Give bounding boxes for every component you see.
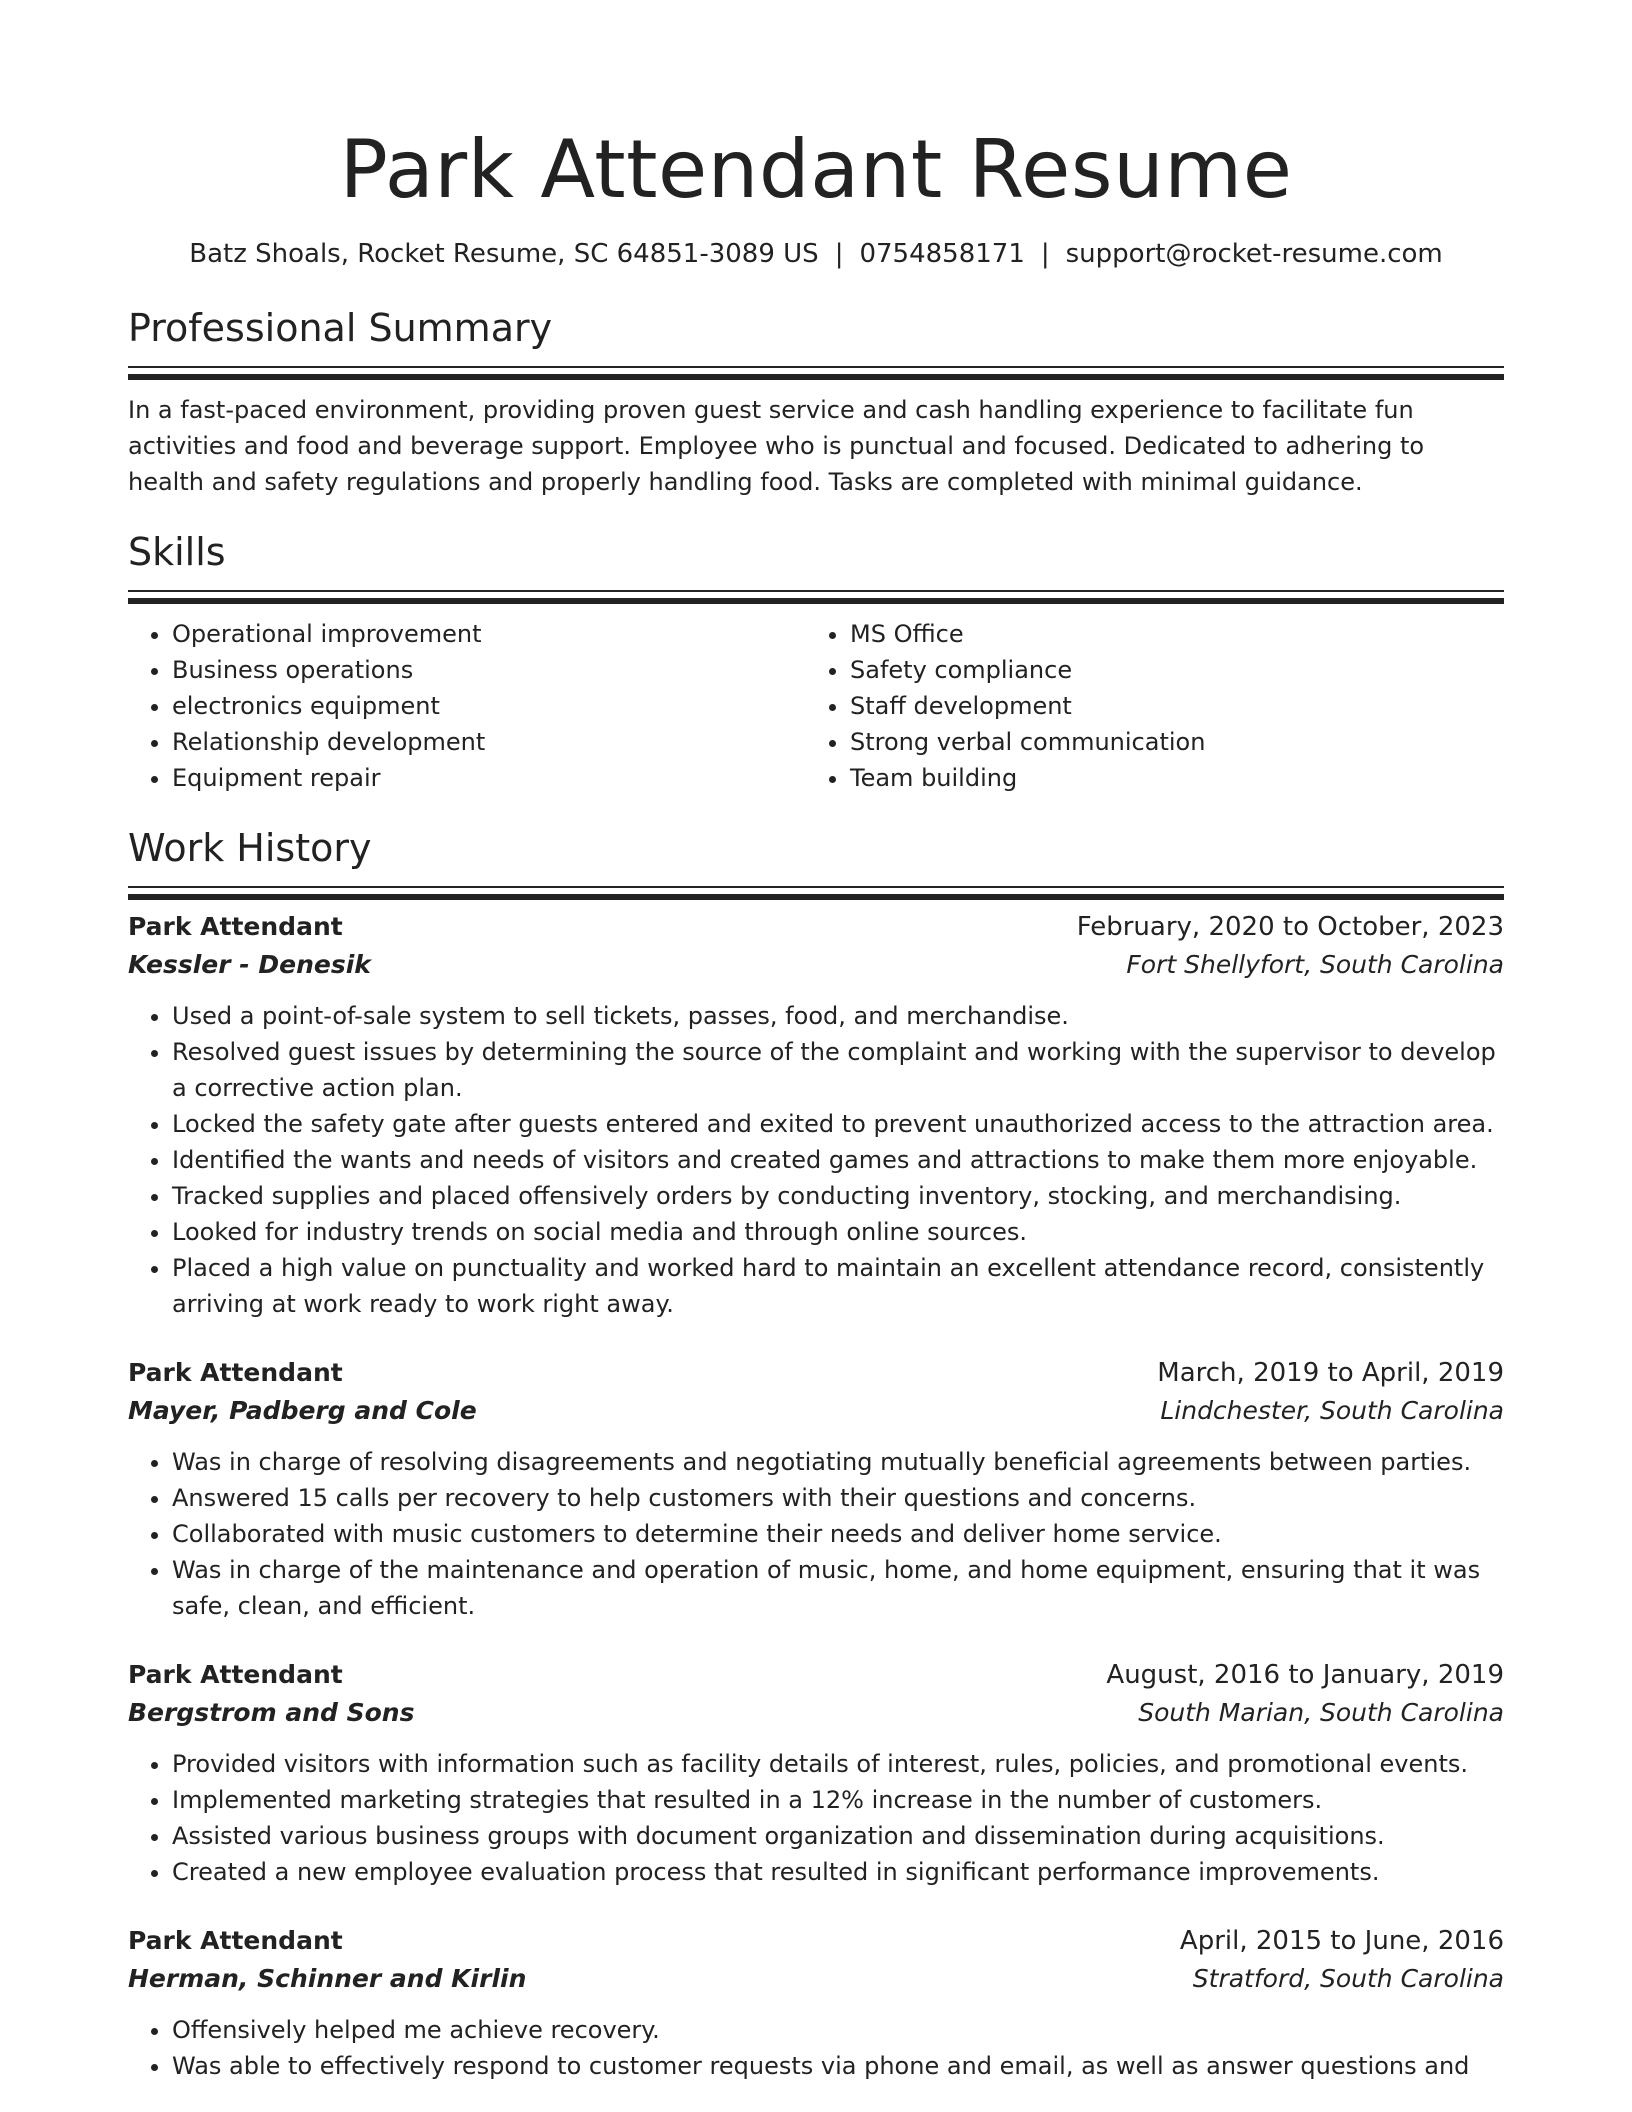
skill-item: • Relationship development [172, 724, 806, 760]
skill-item: • Staff development [850, 688, 1484, 724]
skill-item: • Business operations [172, 652, 806, 688]
work-history-section [128, 822, 1504, 2084]
job-title: Park Attendant [128, 912, 343, 941]
job-company: Herman, Schinner and Kirlin [128, 1964, 527, 1993]
contact-email[interactable]: support@rocket-resume.com [1065, 239, 1443, 269]
contact-phone: 0754858171 [859, 239, 1025, 269]
job-company: Kessler - Denesik [128, 950, 371, 979]
job-entry [128, 1922, 1504, 2084]
skills-list-left [128, 616, 806, 796]
section-divider [128, 886, 1504, 888]
job-dates: February, 2020 to October, 2023 [1076, 912, 1504, 942]
job-bullet: • Answered 15 calls per recovery to help customers with their questions and concerns. [172, 1480, 1504, 1516]
job-bullets [128, 1444, 1504, 1624]
job-location: Lindchester, South Carolina [1160, 1396, 1504, 1425]
contact-separator: | [834, 239, 844, 269]
job-dates: August, 2016 to January, 2019 [1106, 1660, 1504, 1690]
job-bullet: • Was in charge of the maintenance and operation of music, home, and home equipment, ensuring that it was safe, clean, and efficient. [172, 1552, 1504, 1624]
job-header-row [128, 1922, 1504, 1960]
job-bullet: • Collaborated with music customers to determine their needs and deliver home service. [172, 1516, 1504, 1552]
job-bullet: • Locked the safety gate after guests entered and exited to prevent unauthorized access to the attraction area. [172, 1106, 1504, 1142]
skill-item: • Equipment repair [172, 760, 806, 796]
job-bullet: • Was in charge of resolving disagreements and negotiating mutually beneficial agreements between parties. [172, 1444, 1504, 1480]
skills-section [128, 526, 1504, 796]
job-bullet: • Identified the wants and needs of visitors and created games and attractions to make them more enjoyable. [172, 1142, 1504, 1178]
job-company-row [128, 1694, 1504, 1732]
job-title: Park Attendant [128, 1660, 343, 1689]
job-entry [128, 1656, 1504, 1890]
job-bullet: • Offensively helped me achieve recovery. [172, 2012, 1504, 2048]
job-header-row [128, 1656, 1504, 1694]
work-history-heading: Work History [128, 826, 372, 870]
job-bullet: • Resolved guest issues by determining the source of the complaint and working with the supervisor to develop a corrective action plan. [172, 1034, 1504, 1106]
job-entry [128, 1354, 1504, 1624]
job-company-row [128, 1960, 1504, 1998]
job-bullet: • Provided visitors with information such as facility details of interest, rules, policies, and promotional events. [172, 1746, 1504, 1782]
job-bullet: • Created a new employee evaluation process that resulted in significant performance improvements. [172, 1854, 1504, 1890]
job-bullet: • Was able to effectively respond to customer requests via phone and email, as well as answer questions and [172, 2048, 1504, 2084]
job-location: Fort Shellyfort, South Carolina [1126, 950, 1504, 979]
skill-item: • Team building [850, 760, 1484, 796]
job-bullet: • Placed a high value on punctuality and worked hard to maintain an excellent attendance record, consistently arriving at work ready to work right away. [172, 1250, 1504, 1322]
skill-item: • MS Office [850, 616, 1484, 652]
summary-section [128, 302, 1504, 500]
job-dates: April, 2015 to June, 2016 [1179, 1926, 1504, 1956]
skills-columns [128, 616, 1504, 796]
job-bullets [128, 1746, 1504, 1890]
contact-separator: | [1040, 239, 1050, 269]
job-company-row [128, 946, 1504, 984]
contact-line [128, 234, 1504, 274]
skills-list-right [806, 616, 1484, 796]
job-dates: March, 2019 to April, 2019 [1157, 1358, 1504, 1388]
job-title: Park Attendant [128, 1926, 343, 1955]
resume-page [128, 0, 1504, 2084]
job-bullet: • Used a point-of-sale system to sell tickets, passes, food, and merchandise. [172, 998, 1504, 1034]
job-header-row [128, 908, 1504, 946]
job-header-row [128, 1354, 1504, 1392]
job-bullets [128, 2012, 1504, 2084]
summary-text: In a fast-paced environment, providing proven guest service and cash handling experience to facilitate fun activities and food and beverage support. Employee who is punctual and focused. Dedicated to adhering to health and safety regulations and properly handling food. Tasks are completed with minimal guidance. [128, 396, 1425, 496]
skills-heading: Skills [128, 530, 226, 574]
contact-address: Batz Shoals, Rocket Resume, SC 64851-3089 US [189, 239, 819, 269]
job-bullet: • Implemented marketing strategies that resulted in a 12% increase in the number of customers. [172, 1782, 1504, 1818]
job-bullets [128, 998, 1504, 1322]
page-title: Park Attendant Resume [339, 123, 1293, 216]
skill-item: • Strong verbal communication [850, 724, 1484, 760]
job-company-row [128, 1392, 1504, 1430]
job-entry [128, 908, 1504, 1322]
section-divider [128, 590, 1504, 592]
job-location: Stratford, South Carolina [1192, 1964, 1504, 1993]
skill-item: • Operational improvement [172, 616, 806, 652]
job-company: Bergstrom and Sons [128, 1698, 415, 1727]
job-company: Mayer, Padberg and Cole [128, 1396, 477, 1425]
job-title: Park Attendant [128, 1358, 343, 1387]
summary-heading: Professional Summary [128, 306, 553, 350]
skill-item: • electronics equipment [172, 688, 806, 724]
job-bullet: • Looked for industry trends on social media and through online sources. [172, 1214, 1504, 1250]
section-divider [128, 366, 1504, 368]
job-location: South Marian, South Carolina [1138, 1698, 1504, 1727]
job-bullet: • Assisted various business groups with document organization and dissemination during acquisitions. [172, 1818, 1504, 1854]
skill-item: • Safety compliance [850, 652, 1484, 688]
job-bullet: • Tracked supplies and placed offensively orders by conducting inventory, stocking, and merchandising. [172, 1178, 1504, 1214]
